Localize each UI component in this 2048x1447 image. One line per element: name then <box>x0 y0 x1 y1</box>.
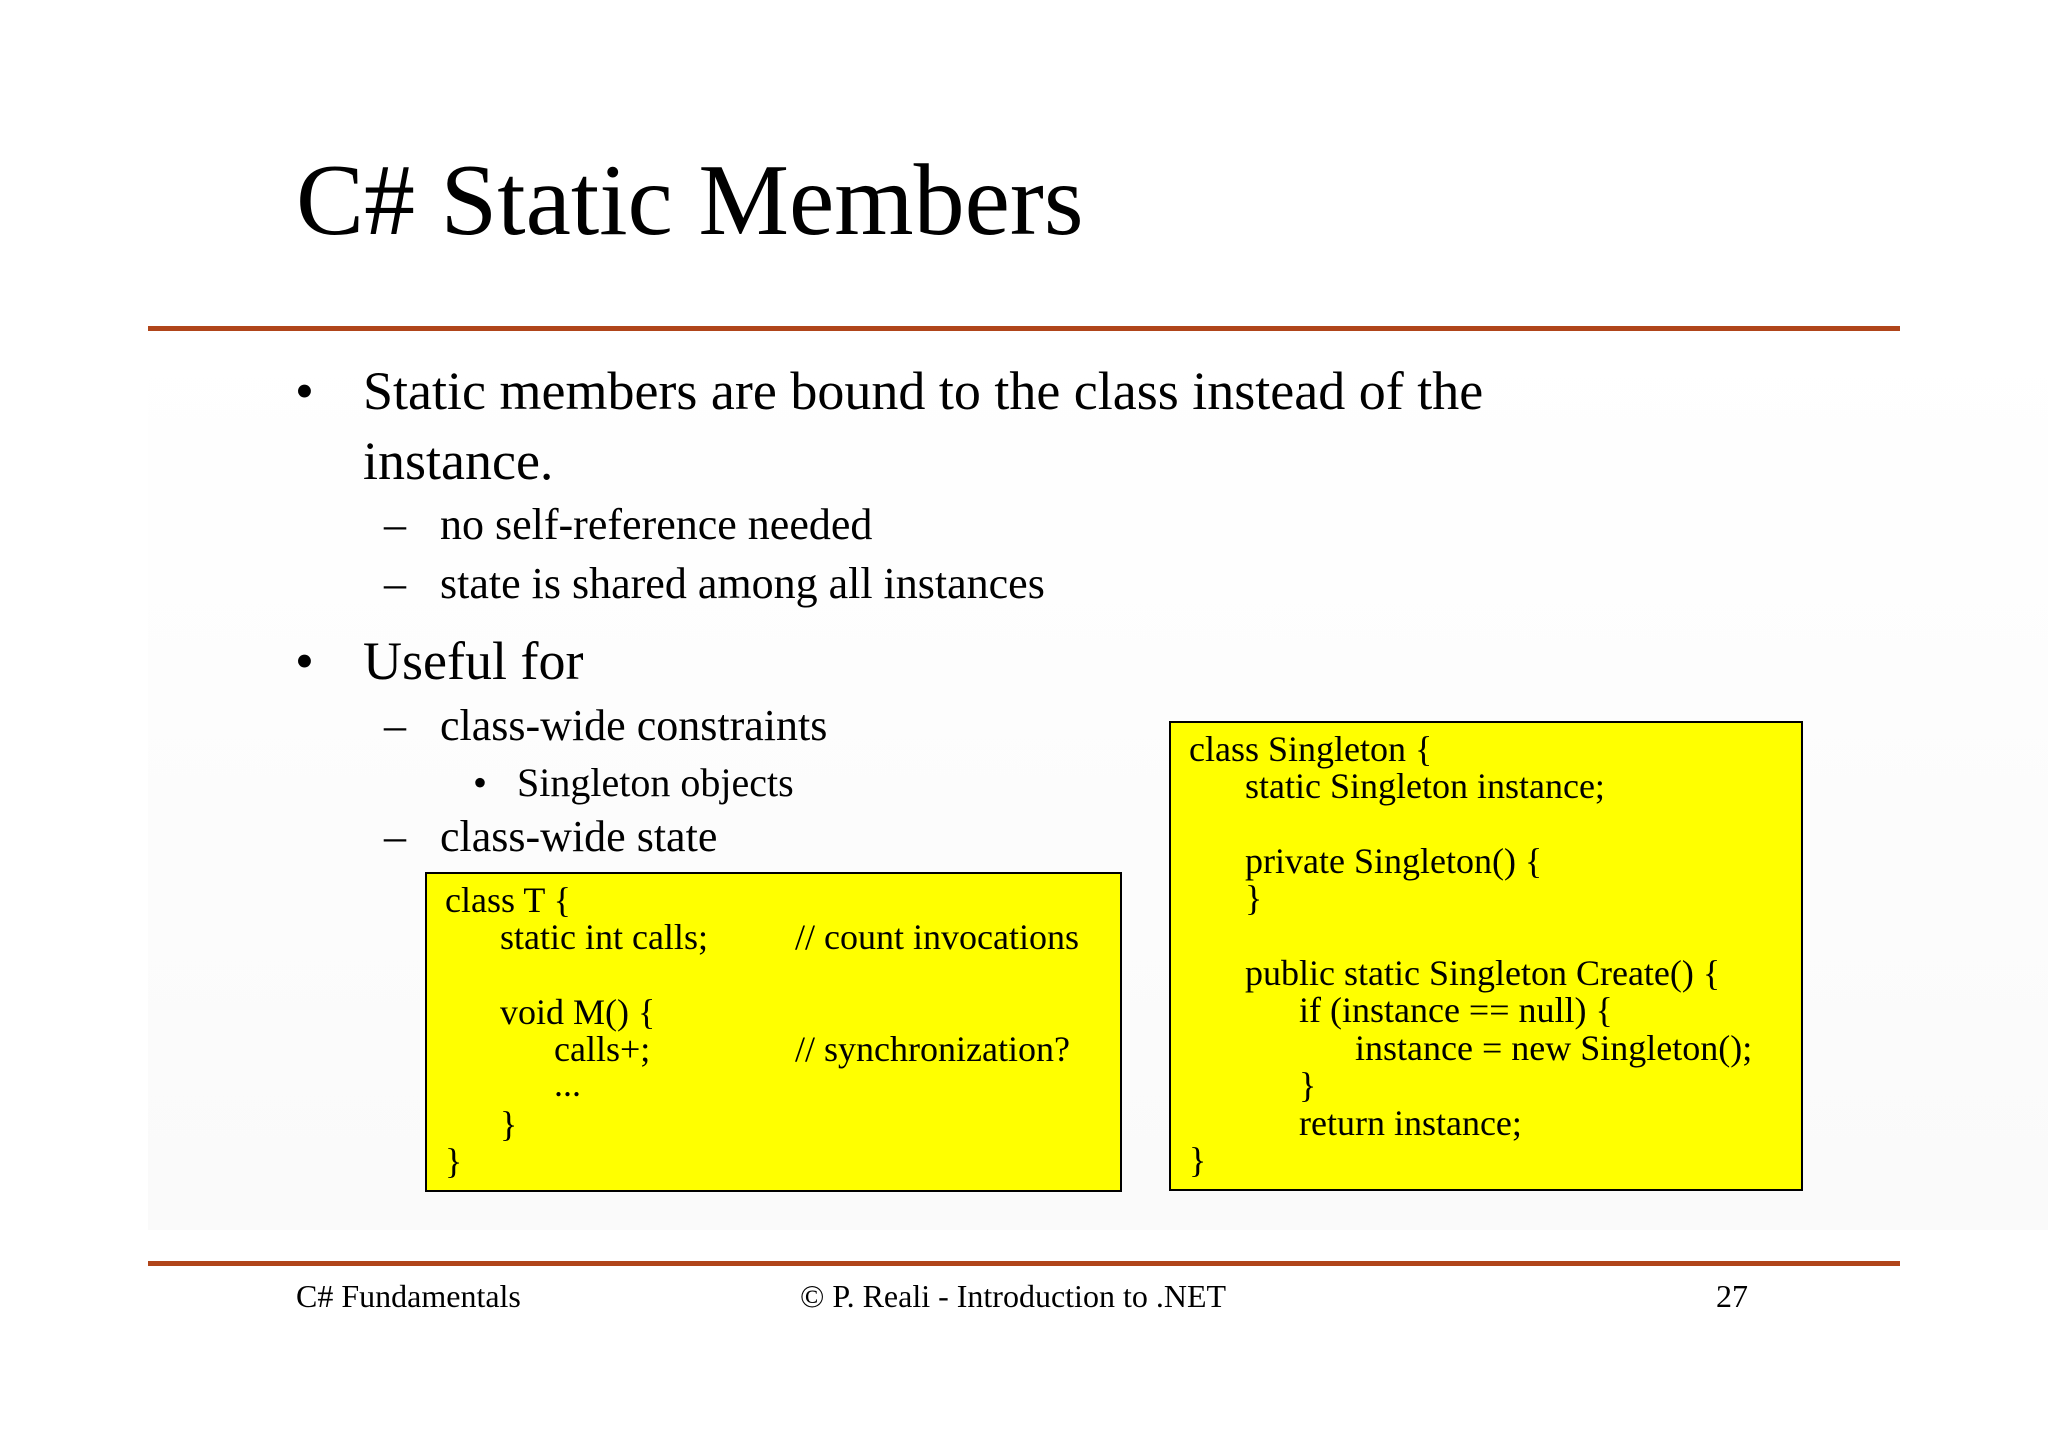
page-number: 27 <box>1716 1278 1748 1314</box>
code-line: return instance; <box>1299 1103 1522 1143</box>
bullet-text-line-2: instance. <box>363 431 554 491</box>
footer-left: C# Fundamentals <box>296 1278 521 1314</box>
code-comment: // count invocations <box>795 917 1079 957</box>
code-line: if (instance == null) { <box>1299 990 1613 1030</box>
code-line: private Singleton() { <box>1245 841 1543 881</box>
code-line: public static Singleton Create() { <box>1245 953 1721 993</box>
footer-center: © P. Reali - Introduction to .NET <box>800 1278 1227 1314</box>
slide-title: C# Static Members <box>296 144 1084 257</box>
sub-bullet-text: class-wide constraints <box>440 701 828 750</box>
code-line: } <box>500 1104 518 1144</box>
title-divider <box>148 326 1900 331</box>
dash-marker: – <box>384 500 406 549</box>
code-line: class Singleton { <box>1189 729 1433 769</box>
code-box-counter <box>425 872 1122 1192</box>
code-line: } <box>1189 1140 1207 1180</box>
bullet-marker: • <box>473 760 488 805</box>
code-line: static Singleton instance; <box>1245 766 1605 806</box>
sub-bullet-text: no self-reference needed <box>440 500 873 549</box>
code-comment: // synchronization? <box>795 1029 1070 1069</box>
sub-sub-bullet-singleton-objects <box>473 757 794 809</box>
bullet-marker: • <box>295 361 314 421</box>
footer-divider <box>148 1261 1900 1266</box>
sub-bullet-text: state is shared among all instances <box>440 559 1045 608</box>
bullet-text: Useful for <box>363 631 584 691</box>
bullet-useful-for <box>295 626 584 696</box>
dash-marker: – <box>384 559 406 608</box>
dash-marker: – <box>384 812 406 861</box>
code-line: ... <box>554 1064 581 1104</box>
sub-bullet-no-self-reference <box>384 496 873 554</box>
bullet-marker: • <box>295 631 314 691</box>
code-line: instance = new Singleton(); <box>1355 1028 1753 1068</box>
bullet-text-line-1: Static members are bound to the class instead of the <box>363 361 1484 421</box>
code-line: } <box>445 1141 463 1181</box>
code-line: } <box>1245 878 1263 918</box>
code-line: } <box>1299 1065 1317 1105</box>
code-line: void M() { <box>500 992 656 1032</box>
sub-sub-bullet-text: Singleton objects <box>517 760 794 805</box>
sub-bullet-class-wide-state <box>384 808 718 866</box>
dash-marker: – <box>384 701 406 750</box>
sub-bullet-shared-state <box>384 555 1045 613</box>
sub-bullet-class-wide-constraints <box>384 697 828 755</box>
code-line: class T { <box>445 880 571 920</box>
code-box-singleton <box>1169 721 1803 1191</box>
code-line: static int calls; <box>500 917 708 957</box>
bullet-static-members <box>295 356 1484 496</box>
code-line: calls+; <box>554 1029 651 1069</box>
sub-bullet-text: class-wide state <box>440 812 718 861</box>
